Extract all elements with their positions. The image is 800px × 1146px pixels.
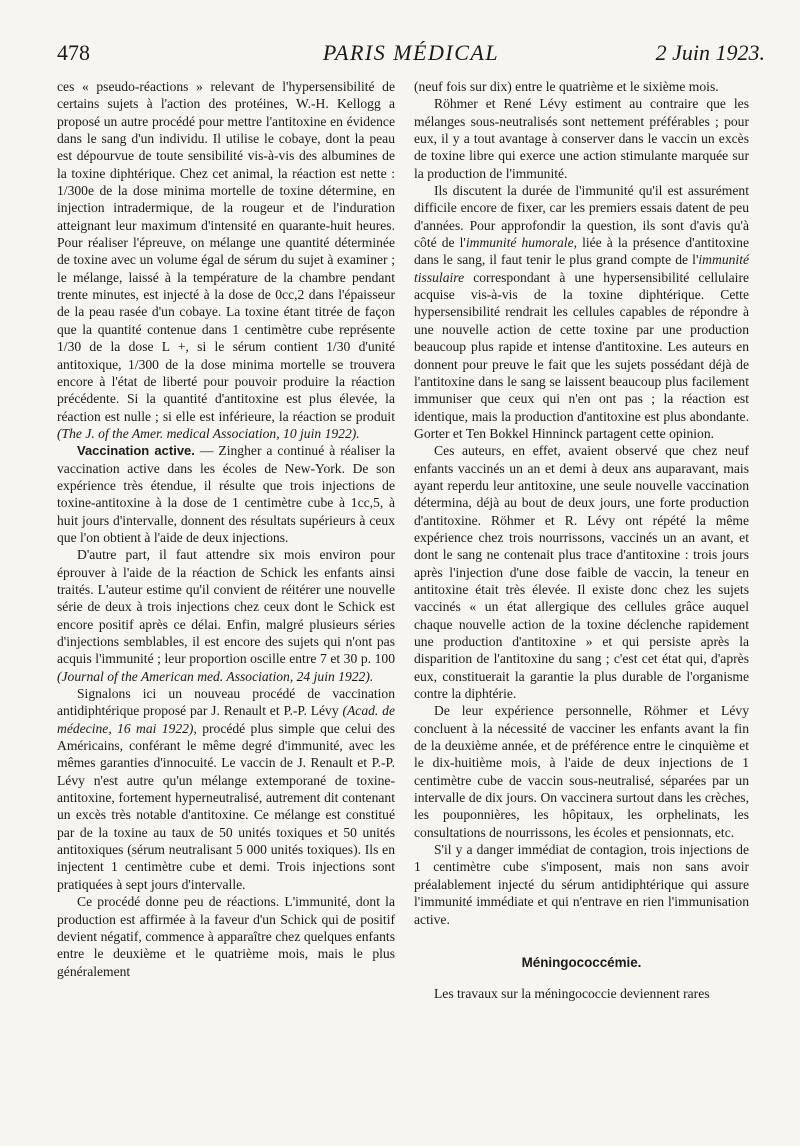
- paragraph: Ils discutent la durée de l'immunité qu'il est assurément difficile encore de fixer, car les premiers essais datent de peu d'années. Pour approfondir la question, ils sont d'avis qu'à côté de l'immunité humorale, liée à la présence d'antitoxine dans le sang, il faut tenir le plus grand compte de l'immunité tissulaire correspondant à une hypersensibilité cellulaire acquise vis-à-vis de la toxine diphtérique. Cette hypersensibilité rendrait les cellules capables de répondre à une nouvelle action de cette toxine par une production beaucoup plus rapide et intense d'antitoxine. Les auteurs en donnent pour preuve le fait que les sujets possédant déjà de l'antitoxine dans le sang se laissent beaucoup plus facilement immuniser que ceux qui n'en ont pas ; la réaction est identique, mais la production d'antitoxine est plus abondante. Gorter et Ten Bokkel Hinninck partagent cette opinion.: [414, 183, 749, 441]
- paragraph: ces « pseudo-réactions » relevant de l'hypersensibilité de certains sujets à l'action des protéines, W.-H. Kellogg a proposé un autre procédé pour mettre l'antitoxine en évidence dans le sang d'un individu. Il utilise le cobaye, dont la peau est dépourvue de toute sensibilité vis-à-vis des albumines de la toxine diphtérique. Chez cet animal, la réaction est nette : 1/300e de la dose minima mortelle de toxine détermine, en injection intradermique, de la rougeur et de l'induration atteignant leur maximum d'intensité en quarante-huit heures. Pour réaliser l'épreuve, on mélange une quantité déterminée de toxine avec un volume égal de sérum du sujet à examiner ; le mélange, laissé à la température de la chambre pendant trente minutes, est injecté à la dose de 0cc,2 dans l'épaisseur de la peau rasée d'un cobaye. La toxine étant titrée de façon que la quantité contenue dans 1 centimètre cube représente 1/30 de la dose L +, si le sérum contient 1/30 d'unité antitoxique, 1/300 de la dose minima mortelle se trouvera encore à l'état de liberté pour pouvoir produire la réaction précédente. Si la quantité d'antitoxine est plus élevée, la réaction est nulle ; si elle est inférieure, la réaction se produit (The J. of the Amer. medical Association, 10 juin 1922).: [57, 79, 395, 441]
- paragraph: Ces auteurs, en effet, avaient observé que chez neuf enfants vaccinés un an et demi à deux ans auparavant, mais ayant reperdu leur antitoxine, une seule nouvelle vaccination détermina, déjà au bout de deux jours, une forte production d'antitoxine. Röhmer et R. Lévy ont répété la même expérience chez trois nourrissons, vaccinés un an avant, et dont le sang ne contenait plus trace d'antitoxine : trois jours après l'injection d'une dose faible de vaccin, la teneur en antitoxine était très élevée. Il existe donc chez les sujets vaccinés « un état allergique des cellules grâce auquel chaque nouvelle action de la toxine déclenche rapidement une production d'antitoxine » et qui persiste après la disparition de l'antitoxine du sang ; c'est cet état qui, d'après eux, constituerait la garantie la plus durable de l'organisme contre la diphtérie.: [414, 443, 749, 702]
- paragraph: S'il y a danger immédiat de contagion, trois injections de 1 centimètre cube s'imposent, mais non sans avoir préalablement injecté du sérum antidiphtérique qui assure l'immunité immédiate et qui n'entrave en rien l'immunisation active.: [414, 842, 749, 927]
- emphasis: immunité tissulaire: [414, 252, 749, 285]
- citation: (Journal of the American med. Association, 24 juin 1922).: [57, 668, 374, 684]
- paragraph: Ce procédé donne peu de réactions. L'immunité, dont la production est affirmée à la faveur d'un Schick qui de positif devient négatif, commence à apparaître chez quelques enfants entre le deuxième et le quatrième mois, mais le plus généralement: [57, 894, 395, 979]
- paragraph: D'autre part, il faut attendre six mois environ pour éprouver à l'aide de la réaction de Schick les enfants ainsi traités. L'auteur estime qu'il convient de réitérer une nouvelle série de deux à trois injections chez ceux dont le Schick est encore positif après ce délai. Enfin, malgré plusieurs séries d'injections semblables, il est encore des sujets qui n'ont pas acquis l'immunité ; leur proportion oscille entre 7 et 30 p. 100 (Journal of the American med. Association, 24 juin 1922).: [57, 547, 395, 684]
- paragraph: De leur expérience personnelle, Röhmer et Lévy concluent à la nécessité de vacciner les enfants avant la fin de la deuxième année, et de préférence entre le cinquième et le dix-huitième mois, à l'aide de deux injections de 1 centimètre cube de vaccin sous-neutralisé, séparées par un intervalle de dix jours. On vaccinera surtout dans les crèches, les pouponnières, les hôpitaux, les orphelinats, les consultations de nourrissons, les écoles et pensionnats, etc.: [414, 703, 749, 840]
- section-title: Méningococcémie.: [521, 954, 642, 970]
- page-header: [57, 40, 765, 70]
- emphasis: immunité humorale: [465, 235, 574, 251]
- journal-title: PARIS MÉDICAL: [322, 40, 500, 65]
- paragraph: Vaccination active. — Zingher a continué à réaliser la vaccination active dans les écoles de New-York. De son expérience très étendue, il résulte que trois injections de toxine-antitoxine à la dose de 1 centimètre cube à 1cc,5, à huit jours d'intervalle, donnent des résultats supérieurs à ceux que l'on obtient à l'aide de deux injections.: [57, 443, 395, 545]
- paragraph: Les travaux sur la méningococcie deviennent rares: [434, 986, 710, 1002]
- paragraph: (neuf fois sur dix) entre le quatrième et le sixième mois.: [414, 79, 719, 94]
- right-column: [414, 78, 749, 1003]
- citation: (The J. of the Amer. medical Association, 10 juin 1922).: [57, 425, 360, 441]
- section-lead: Vaccination active.: [77, 443, 195, 459]
- paragraph: Röhmer et René Lévy estiment au contraire que les mélanges sous-neutralisés sont nettement préférables ; pour eux, il y a tout avantage à conserver dans le vaccin un excès de toxine libre qui exerce une action stimulante marquée sur la production de l'immunité.: [414, 96, 749, 181]
- citation: (Acad. de médecine, 16 mai 1922): [57, 703, 395, 736]
- issue-date: 2 Juin 1923.: [655, 40, 765, 65]
- paragraph: Signalons ici un nouveau procédé de vaccination antidiphtérique proposé par J. Renault et P.-P. Lévy (Acad. de médecine, 16 mai 1922), procédé plus simple que celui des Américains, conférant le même degré d'immunité, avec les mêmes garanties d'innocuité. Le vaccin de J. Renault et P.-P. Lévy n'est autre qu'un mélange extemporané de toxine-antitoxine, fortement hyperneutralisé, autrement dit contenant un excès très notable d'antitoxine. Ce mélange est constitué par de la toxine au taux de 50 unités toxiques et 50 unités antitoxiques (sérum neutralisant 5 000 unités toxiques). Ils en injectent 1 centimètre cube et demi. Trois injections sont pratiquées à sept jours d'intervalle.: [57, 686, 395, 892]
- left-column: [57, 78, 395, 980]
- page-number: 478: [57, 40, 90, 65]
